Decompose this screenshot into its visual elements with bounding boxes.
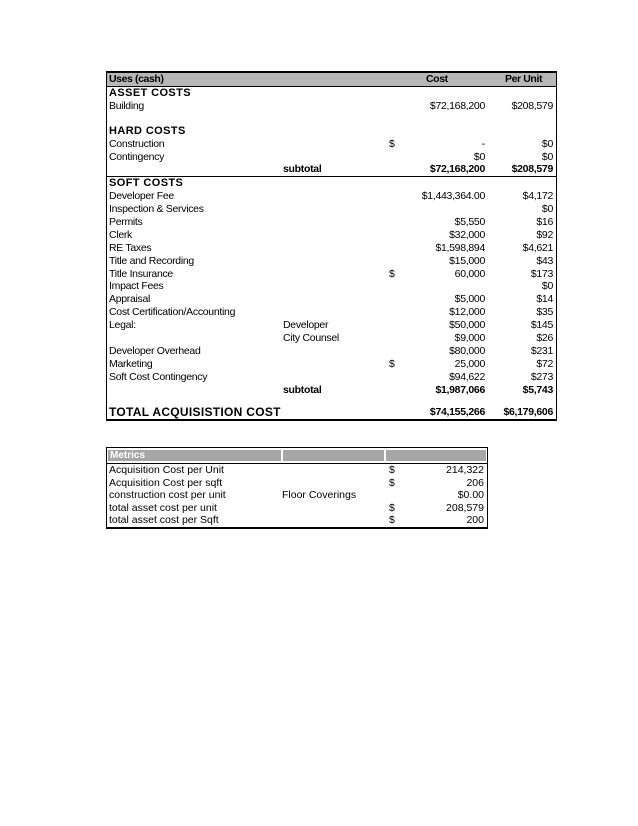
row-per-unit: $43 bbox=[536, 254, 553, 267]
row-cost: $80,000 bbox=[449, 344, 485, 357]
row-per-unit: $0 bbox=[541, 280, 553, 293]
subtotal-label: subtotal bbox=[283, 163, 322, 176]
metrics-row bbox=[107, 489, 487, 502]
metric-label: total asset cost per Sqft bbox=[109, 514, 219, 527]
header-cost: Cost bbox=[426, 73, 448, 85]
table-row bbox=[107, 190, 556, 203]
row-per-unit: $208,579 bbox=[511, 99, 553, 112]
row-per-unit: $26 bbox=[536, 332, 553, 345]
row-label: Developer Overhead bbox=[109, 344, 201, 357]
table-row bbox=[107, 216, 556, 229]
section-title: HARD COSTS bbox=[109, 124, 186, 137]
metric-label: total asset cost per unit bbox=[109, 501, 217, 514]
metrics-row bbox=[107, 514, 487, 527]
row-label: Permits bbox=[109, 216, 143, 229]
row-label: Building bbox=[109, 99, 144, 112]
metrics-header bbox=[106, 447, 488, 464]
total-cost: $74,155,266 bbox=[429, 406, 485, 419]
row-per-unit: $92 bbox=[536, 228, 553, 241]
row-dollar-sign: $ bbox=[389, 267, 395, 280]
row-cost: $5,550 bbox=[454, 216, 485, 229]
row-per-unit: $4,621 bbox=[522, 241, 553, 254]
table-row bbox=[107, 319, 556, 332]
row-per-unit: $231 bbox=[530, 344, 553, 357]
row-label: Inspection & Services bbox=[109, 203, 204, 216]
table-row bbox=[107, 255, 556, 268]
row-per-unit: $0 bbox=[541, 137, 553, 150]
row-per-unit: $0 bbox=[541, 150, 553, 163]
soft-costs-subtotal bbox=[107, 384, 556, 397]
row-cost: $0 bbox=[473, 150, 485, 163]
metrics-body bbox=[106, 464, 488, 529]
section-title: SOFT COSTS bbox=[109, 177, 184, 190]
section-hard-costs bbox=[107, 125, 556, 138]
table-row bbox=[107, 203, 556, 216]
row-label: Developer Fee bbox=[109, 190, 174, 203]
table-row bbox=[107, 151, 556, 164]
metrics-row bbox=[107, 477, 487, 490]
row-dollar-sign: $ bbox=[389, 137, 395, 150]
metrics-table bbox=[106, 447, 488, 529]
row-label: RE Taxes bbox=[109, 241, 152, 254]
total-label: TOTAL ACQUISISTION COST bbox=[109, 405, 281, 420]
table-row bbox=[107, 358, 556, 371]
row-cost: $9,000 bbox=[454, 332, 485, 345]
row-per-unit: $16 bbox=[536, 216, 553, 229]
row-cost: $1,443,364.00 bbox=[421, 190, 485, 203]
metrics-header-cell bbox=[282, 449, 385, 462]
soft-cost-rows bbox=[107, 190, 556, 383]
row-label: Title and Recording bbox=[109, 254, 194, 267]
subtotal-label: subtotal bbox=[283, 383, 322, 396]
table-row bbox=[107, 332, 556, 345]
section-soft-costs bbox=[107, 177, 556, 190]
metric-value: 214,322 bbox=[446, 464, 484, 476]
metric-dollar-sign: $ bbox=[389, 464, 395, 476]
section-title: ASSET COSTS bbox=[109, 87, 192, 99]
metric-dollar-sign: $ bbox=[389, 514, 395, 527]
row-cost: $94,622 bbox=[449, 370, 485, 383]
row-cost: - bbox=[481, 137, 485, 150]
metric-label: Acquisition Cost per Unit bbox=[109, 464, 224, 476]
header-uses: Uses (cash) bbox=[109, 73, 164, 85]
table-header bbox=[106, 71, 557, 87]
row-label: Legal: bbox=[109, 319, 136, 332]
row-label: Marketing bbox=[109, 357, 153, 370]
metric-value: 208,579 bbox=[446, 501, 484, 514]
spacer bbox=[107, 113, 556, 125]
row-label: Soft Cost Contingency bbox=[109, 370, 208, 383]
metrics-row bbox=[107, 502, 487, 515]
table-row bbox=[107, 345, 556, 358]
metric-note: Floor Coverings bbox=[282, 489, 357, 502]
table-row bbox=[107, 242, 556, 255]
row-per-unit: $14 bbox=[536, 293, 553, 306]
metrics-title: Metrics bbox=[107, 449, 282, 462]
row-per-unit: $145 bbox=[530, 319, 553, 332]
row-label: Clerk bbox=[109, 228, 133, 241]
table-row bbox=[107, 293, 556, 306]
total-acquisition-row bbox=[107, 405, 556, 419]
subtotal-per-unit: $208,579 bbox=[511, 163, 553, 176]
metric-dollar-sign: $ bbox=[389, 476, 395, 489]
row-per-unit: $35 bbox=[536, 306, 553, 319]
row-label: Appraisal bbox=[109, 293, 151, 306]
table-row bbox=[107, 280, 556, 293]
row-per-unit: $173 bbox=[530, 267, 553, 280]
table-row bbox=[107, 138, 556, 151]
row-label: Impact Fees bbox=[109, 280, 164, 293]
row-cost: $50,000 bbox=[449, 319, 485, 332]
row-cost: 25,000 bbox=[454, 357, 485, 370]
metric-value: $0.00 bbox=[457, 489, 484, 502]
row-sublabel: Developer bbox=[283, 319, 329, 332]
row-per-unit: $72 bbox=[536, 357, 553, 370]
metric-value: 206 bbox=[466, 476, 484, 489]
subtotal-cost: $1,987,066 bbox=[435, 383, 485, 396]
row-per-unit: $4,172 bbox=[522, 190, 553, 203]
table-row bbox=[107, 268, 556, 281]
subtotal-cost: $72,168,200 bbox=[429, 163, 485, 176]
total-per-unit: $6,179,606 bbox=[503, 406, 553, 419]
row-cost: $5,000 bbox=[454, 293, 485, 306]
row-cost: $72,168,200 bbox=[429, 99, 485, 112]
table-row bbox=[107, 229, 556, 242]
uses-table bbox=[106, 71, 557, 421]
row-dollar-sign: $ bbox=[389, 357, 395, 370]
row-cost: $12,000 bbox=[449, 306, 485, 319]
section-asset-costs bbox=[107, 87, 556, 100]
row-per-unit: $273 bbox=[530, 370, 553, 383]
row-label: Cost Certification/Accounting bbox=[109, 306, 236, 319]
metrics-header-cell bbox=[385, 449, 487, 462]
metric-dollar-sign: $ bbox=[389, 501, 395, 514]
row-cost: 60,000 bbox=[454, 267, 485, 280]
row-sublabel: City Counsel bbox=[283, 332, 339, 345]
metric-value: 200 bbox=[466, 514, 484, 527]
row-cost: $15,000 bbox=[449, 254, 485, 267]
row-label: Title Insurance bbox=[109, 267, 173, 280]
table-body bbox=[106, 87, 557, 421]
table-row bbox=[107, 306, 556, 319]
row-cost: $1,598,894 bbox=[435, 241, 485, 254]
row-per-unit: $0 bbox=[541, 203, 553, 216]
row-cost: $32,000 bbox=[449, 228, 485, 241]
hard-costs-subtotal bbox=[107, 163, 556, 177]
table-row bbox=[107, 100, 556, 113]
spacer bbox=[107, 396, 556, 405]
header-per-unit: Per Unit bbox=[505, 73, 543, 85]
row-label: Construction bbox=[109, 137, 165, 150]
table-row bbox=[107, 371, 556, 384]
subtotal-per-unit: $5,743 bbox=[522, 383, 553, 396]
metrics-row bbox=[107, 464, 487, 477]
row-label: Contingency bbox=[109, 150, 165, 163]
metric-label: Acquisition Cost per sqft bbox=[109, 476, 223, 489]
metric-label: construction cost per unit bbox=[109, 489, 226, 502]
